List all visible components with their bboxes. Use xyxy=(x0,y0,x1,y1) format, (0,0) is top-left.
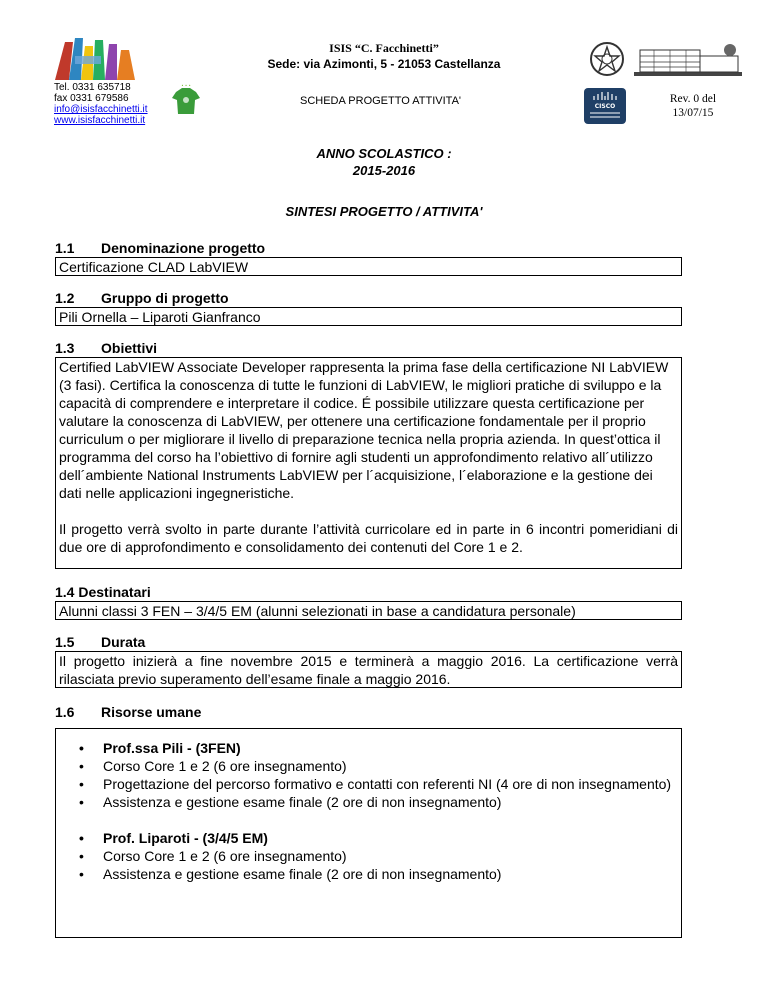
summary-title: SINTESI PROGETTO / ATTIVITA' xyxy=(285,204,483,219)
list-item: • Prof. Liparoti - (3/4/5 EM) xyxy=(79,829,678,847)
section-title: Denominazione progetto xyxy=(101,240,266,256)
section-title: Gruppo di progetto xyxy=(101,290,229,306)
phone-number: Tel. 0331 635718 xyxy=(54,82,131,93)
svg-text:• • •: • • • xyxy=(181,83,191,88)
contact-block xyxy=(54,82,148,126)
section-number: 1.3 xyxy=(55,340,75,356)
list-item: • Assistenza e gestione esame finale (2 ore di non insegnamento) xyxy=(79,865,678,883)
email-link[interactable]: info@isisfacchinetti.it xyxy=(54,104,148,115)
school-year-value: 2015-2016 xyxy=(352,163,416,178)
cisco-networking-academy-logo xyxy=(584,88,626,124)
website-link[interactable]: www.isisfacchinetti.it xyxy=(54,115,146,126)
project-name-box: Certificazione CLAD LabVIEW xyxy=(55,257,682,276)
section-1-6-heading xyxy=(55,704,201,720)
tshirt-logo xyxy=(168,82,204,118)
svg-text:CISCO: CISCO xyxy=(594,103,616,110)
human-resources-box xyxy=(55,728,682,938)
revision-label: Rev. 0 del xyxy=(669,93,717,105)
section-title: Risorse umane xyxy=(101,704,202,720)
section-number: 1.6 xyxy=(55,704,75,720)
objectives-box xyxy=(55,357,682,569)
fax-number: fax 0331 679586 xyxy=(54,93,129,104)
section-title: Durata xyxy=(101,634,146,650)
section-number: 1.2 xyxy=(55,290,75,306)
revision-info xyxy=(658,92,728,120)
section-number: 1.5 xyxy=(55,634,75,650)
resources-list-liparoti xyxy=(59,829,678,883)
duration-box: Il progetto inizierà a fine novembre 2015 e terminerà a maggio 2016. La certificazione verrà rilasciata previo superamento dell’esame finale a maggio 2016. xyxy=(55,651,682,688)
list-item: • Assistenza e gestione esame finale (2 ore di non insegnamento) xyxy=(79,793,678,811)
section-1-5-heading xyxy=(55,634,145,650)
school-address: Sede: via Azimonti, 5 - 21053 Castellanza xyxy=(267,57,501,71)
revision-date: 13/07/15 xyxy=(672,107,714,119)
document-type: SCHEDA PROGETTO ATTIVITA' xyxy=(300,95,462,107)
recipients-box: Alunni classi 3 FEN – 3/4/5 EM (alunni selezionati in base a candidatura personale) xyxy=(55,601,682,620)
section-1-2-heading xyxy=(55,290,229,306)
list-item: • Prof.ssa Pili - (3FEN) xyxy=(79,739,678,757)
school-year xyxy=(0,145,768,179)
list-item: • Corso Core 1 e 2 (6 ore insegnamento) xyxy=(79,847,678,865)
section-1-4-heading: 1.4 Destinatari xyxy=(55,584,151,600)
project-group-box: Pili Ornella – Liparoti Gianfranco xyxy=(55,307,682,326)
section-1-3-heading xyxy=(55,340,157,356)
resources-list-pili xyxy=(59,739,678,811)
school-year-label: ANNO SCOLASTICO : xyxy=(316,146,452,161)
list-item: • Corso Core 1 e 2 (6 ore insegnamento) xyxy=(79,757,678,775)
objectives-paragraph-2: Il progetto verrà svolto in parte durante l’attività curricolare ed in parte in 6 incontri pomeridiani di due ore di approfondimento e consolidamento dei contenuti del Core 1 e 2. xyxy=(59,521,678,555)
section-1-1-heading xyxy=(55,240,265,256)
school-name: ISIS “C. Facchinetti” xyxy=(329,41,439,55)
list-item: • Progettazione del percorso formativo e contatti con referenti NI (4 ore di non insegnamento) xyxy=(79,775,678,793)
section-number: 1.1 xyxy=(55,240,75,256)
objectives-paragraph-1: Certified LabVIEW Associate Developer rappresenta la prima fase della certificazione NI LabVIEW (3 fasi). Certifica la conoscenza di tutte le funzioni di LabVIEW, le migliori pratiche di sviluppo e la capacità di comprendere e interpretare il codice. É possibile utilizzare questa certificazione per valutare la conoscenza di LabVIEW, per ottenere una certificazione fondamentale per il proprio curriculum o per migliorare il livello di preparazione tecnica nella propria azienda. In quest’ottica il programma del corso ha l’obiettivo di fornire agli studenti un approfondimento relativo all´utilizzo dell´ambiente National Instruments LabVIEW per l´acquisizione, l´elaborazione e la gestione dei dati nelle applicazioni ingegneristiche. xyxy=(59,359,669,501)
section-title: Obiettivi xyxy=(101,340,158,356)
